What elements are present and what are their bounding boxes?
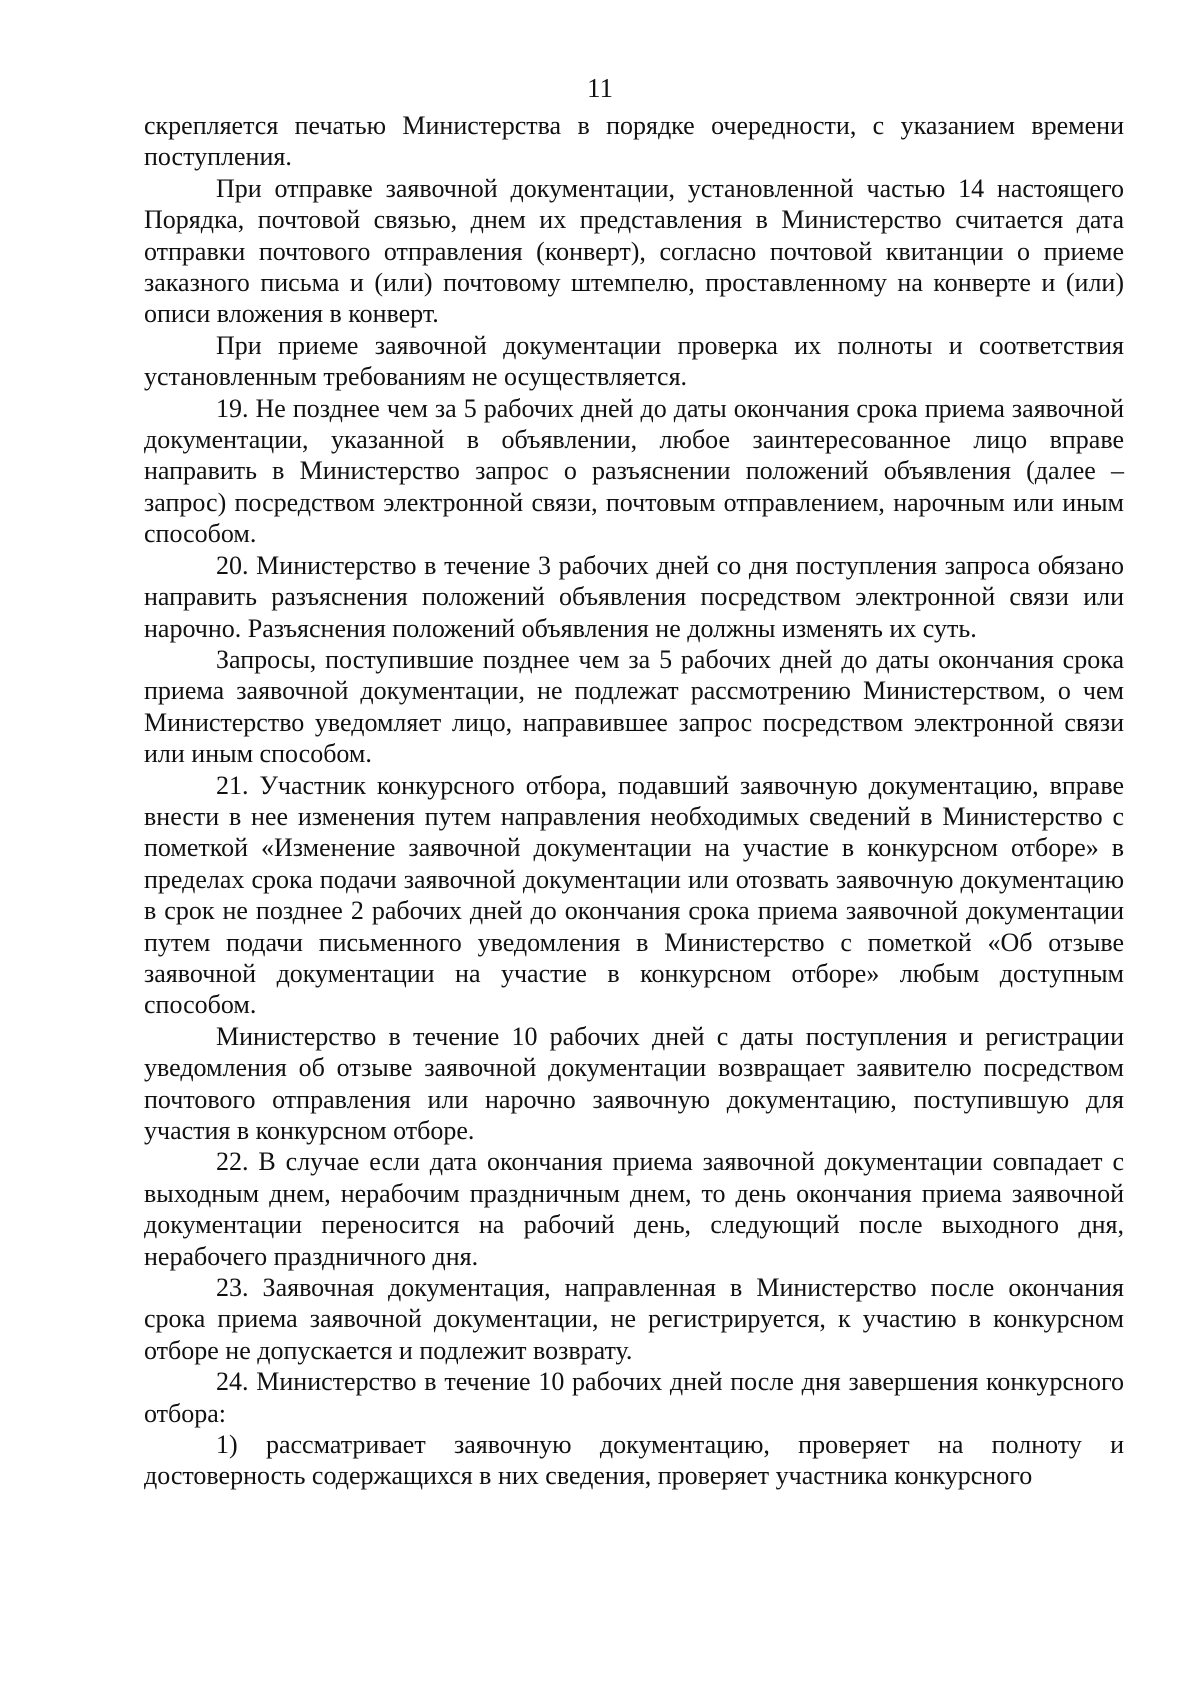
paragraph-subitem-1: 1) рассматривает заявочную документацию, проверяет на полноту и достоверность содержащихся в них сведения, проверяет участника конкурсного: [144, 1430, 1124, 1491]
paragraph-item-22: 22. В случае если дата окончания приема заявочной документации совпадает с выходным днем, нерабочим праздничным днем, то день окончания приема заявочной документации переносится на рабочий день, следующий после выходного дня, нерабочего праздничного дня.: [144, 1147, 1124, 1271]
paragraph: Министерство в течение 10 рабочих дней с даты поступления и регистрации уведомления об отзыве заявочной документации возвращает заявителю посредством почтового отправления или нарочно заявочную документацию, поступившую для участия в конкурсном отборе.: [144, 1021, 1124, 1145]
paragraph: скрепляется печатью Министерства в порядке очередности, с указанием времени поступления.: [144, 111, 1124, 172]
paragraph-item-21: 21. Участник конкурсного отбора, подавший заявочную документацию, вправе внести в нее изменения путем направления необходимых сведений в Министерство с пометкой «Изменение заявочной документации на участие в конкурсном отборе» в пределах срока подачи заявочной документации или отозвать заявочную документацию в срок не позднее 2 рабочих дней до окончания срока приема заявочной документации путем подачи письменного уведомления в Министерство с пометкой «Об отзыве заявочной документации на участие в конкурсном отборе» любым доступным способом.: [144, 770, 1124, 1020]
paragraph: Запросы, поступившие позднее чем за 5 рабочих дней до даты окончания срока приема заявочной документации, не подлежат рассмотрению Министерством, о чем Министерство уведомляет лицо, направившее запрос посредством электронной связи или иным способом.: [144, 644, 1124, 769]
paragraph-item-24: 24. Министерство в течение 10 рабочих дней после дня завершения конкурсного отбора:: [144, 1367, 1124, 1428]
page-number: 11: [587, 73, 613, 103]
paragraph-item-20: 20. Министерство в течение 3 рабочих дней со дня поступления запроса обязано направить разъяснения положений объявления посредством электронной связи или нарочно. Разъяснения положений объявления не должны изменять их суть.: [144, 550, 1124, 643]
document-body: [144, 110, 1124, 1492]
paragraph: При отправке заявочной документации, установленной частью 14 настоящего Порядка, почтовой связью, днем их представления в Министерство считается дата отправки почтового отправления (конверт), согласно почтовой квитанции о приеме заказного письма и (или) почтовому штемпелю, проставленному на конверте и (или) описи вложения в конверт.: [144, 173, 1124, 329]
paragraph: При приеме заявочной документации проверка их полноты и соответствия установленным требованиям не осуществляется.: [144, 330, 1124, 392]
paragraph-item-23: 23. Заявочная документация, направленная в Министерство после окончания срока приема заявочной документации, не регистрируется, к участию в конкурсном отборе не допускается и подлежит возврату.: [144, 1273, 1124, 1365]
paragraph-item-19: 19. Не позднее чем за 5 рабочих дней до даты окончания срока приема заявочной документации, указанной в объявлении, любое заинтересованное лицо вправе направить в Министерство запрос о разъяснении положений объявления (далее – запрос) посредством электронной связи, почтовым отправлением, нарочным или иным способом.: [144, 393, 1124, 549]
